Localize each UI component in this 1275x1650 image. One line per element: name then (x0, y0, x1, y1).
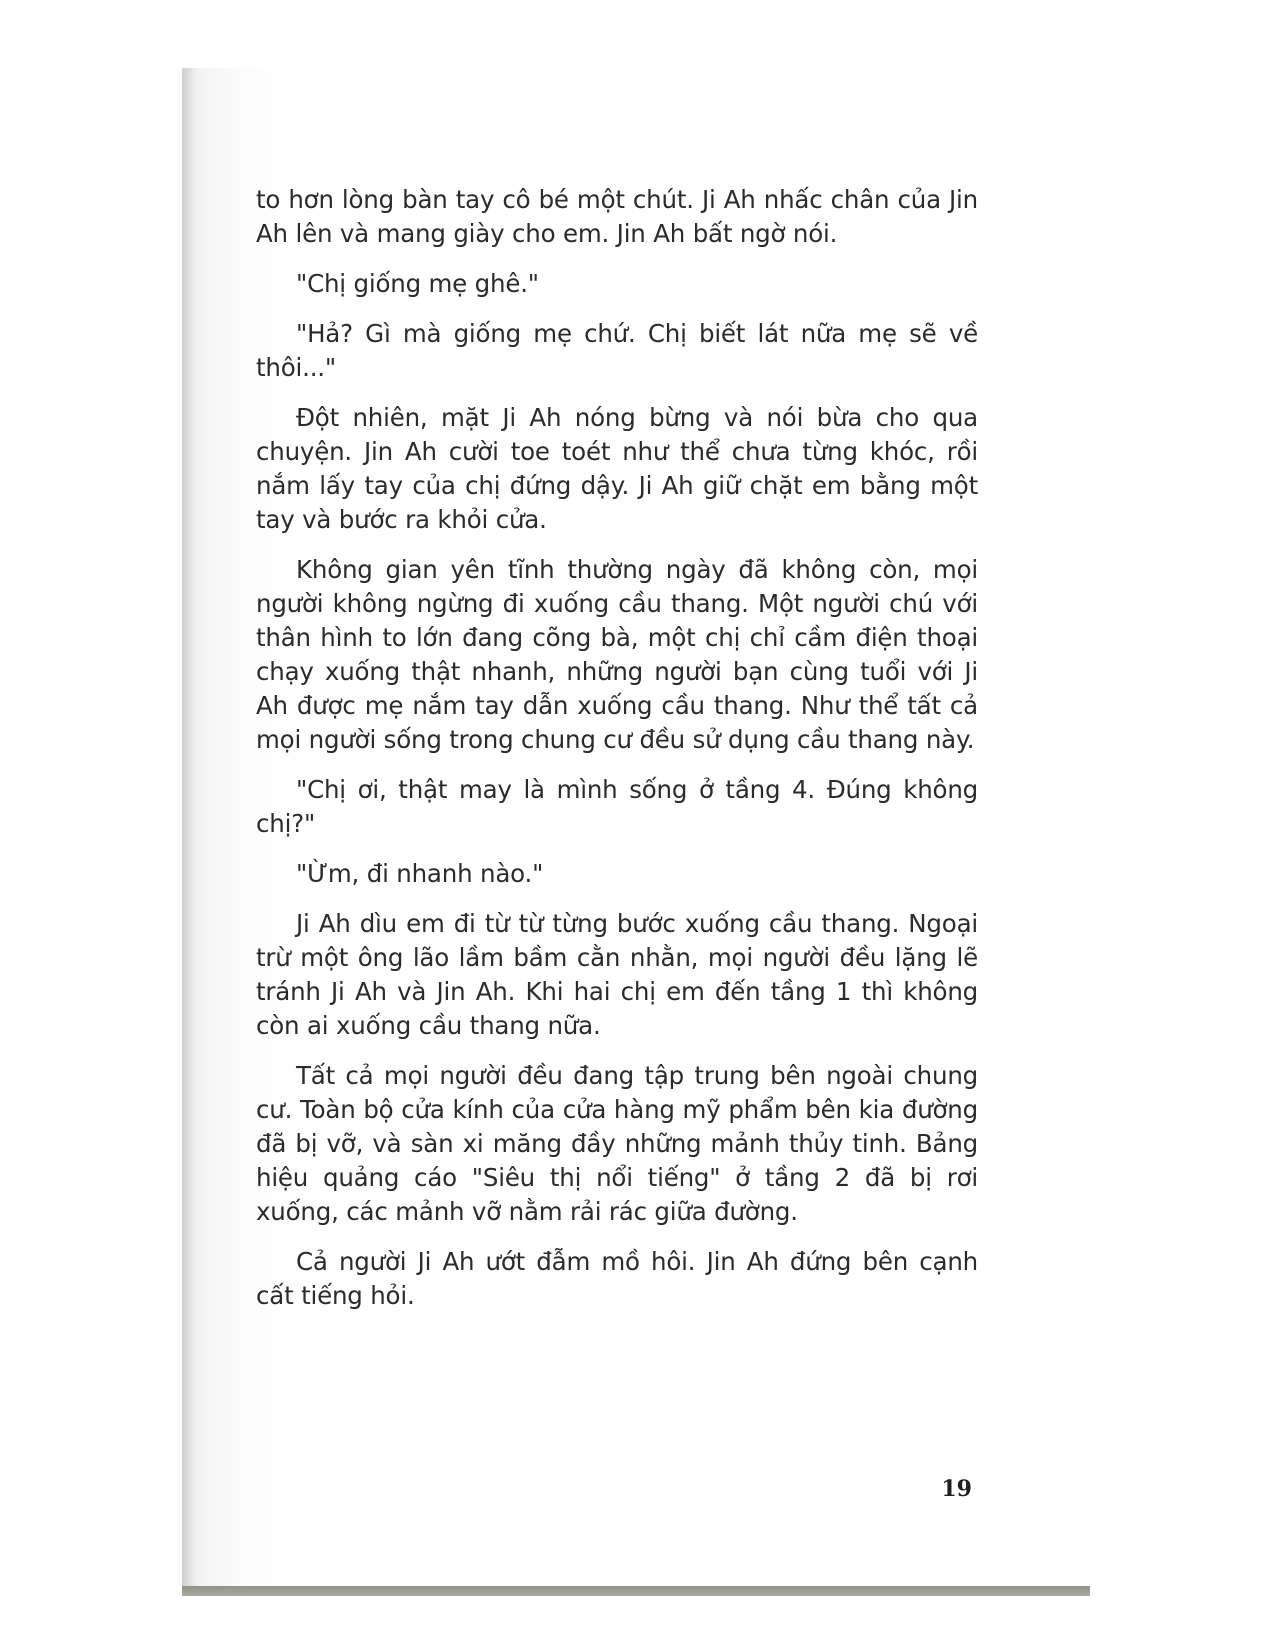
page-number: 19 (941, 1476, 972, 1502)
dialogue-line: "Chị ơi, thật may là mình sống ở tầng 4. Đúng không chị?" (256, 775, 978, 838)
dialogue-line: "Hả? Gì mà giống mẹ chứ. Chị biết lát nữa mẹ sẽ về thôi..." (256, 319, 978, 382)
paragraph: to hơn lòng bàn tay cô bé một chút. Ji Ah nhấc chân của Jin Ah lên và mang giày cho em. Jin Ah bất ngờ nói. (256, 185, 978, 248)
dialogue-line: "Chị giống mẹ ghê." (296, 269, 539, 298)
spine-shadow (182, 68, 196, 1586)
paragraph: Không gian yên tĩnh thường ngày đã không còn, mọi người không ngừng đi xuống cầu thang. Một người chú với thân hình to lớn đang cõng bà, một chị chỉ cầm điện thoại chạy xuống thật nhanh, những người bạn cùng tuổi với Ji Ah được mẹ nắm tay dẫn xuống cầu thang. Như thể tất cả mọi người sống trong chung cư đều sử dụng cầu thang này. (256, 555, 978, 754)
body-text (256, 183, 978, 1329)
book-page (182, 68, 1090, 1586)
paragraph: Ji Ah dìu em đi từ từ từng bước xuống cầu thang. Ngoại trừ một ông lão lầm bầm cằn nhằn, mọi người đều lặng lẽ tránh Ji Ah và Jin Ah. Khi hai chị em đến tầng 1 thì không còn ai xuống cầu thang nữa. (256, 909, 978, 1040)
paragraph: Cả người Ji Ah ướt đẫm mồ hôi. Jin Ah đứng bên cạnh cất tiếng hỏi. (256, 1247, 978, 1310)
paragraph: Tất cả mọi người đều đang tập trung bên ngoài chung cư. Toàn bộ cửa kính của cửa hàng mỹ phẩm bên kia đường đã bị vỡ, và sàn xi măng đầy những mảnh thủy tinh. Bảng hiệu quảng cáo "Siêu thị nổi tiếng" ở tầng 2 đã bị rơi xuống, các mảnh vỡ nằm rải rác giữa đường. (256, 1061, 978, 1226)
dialogue-line: "Ừm, đi nhanh nào." (296, 859, 544, 888)
paragraph: Đột nhiên, mặt Ji Ah nóng bừng và nói bừa cho qua chuyện. Jin Ah cười toe toét như thể chưa từng khóc, rồi nắm lấy tay của chị đứng dậy. Ji Ah giữ chặt em bằng một tay và bước ra khỏi cửa. (256, 403, 978, 534)
page-bottom-edge (182, 1586, 1090, 1596)
